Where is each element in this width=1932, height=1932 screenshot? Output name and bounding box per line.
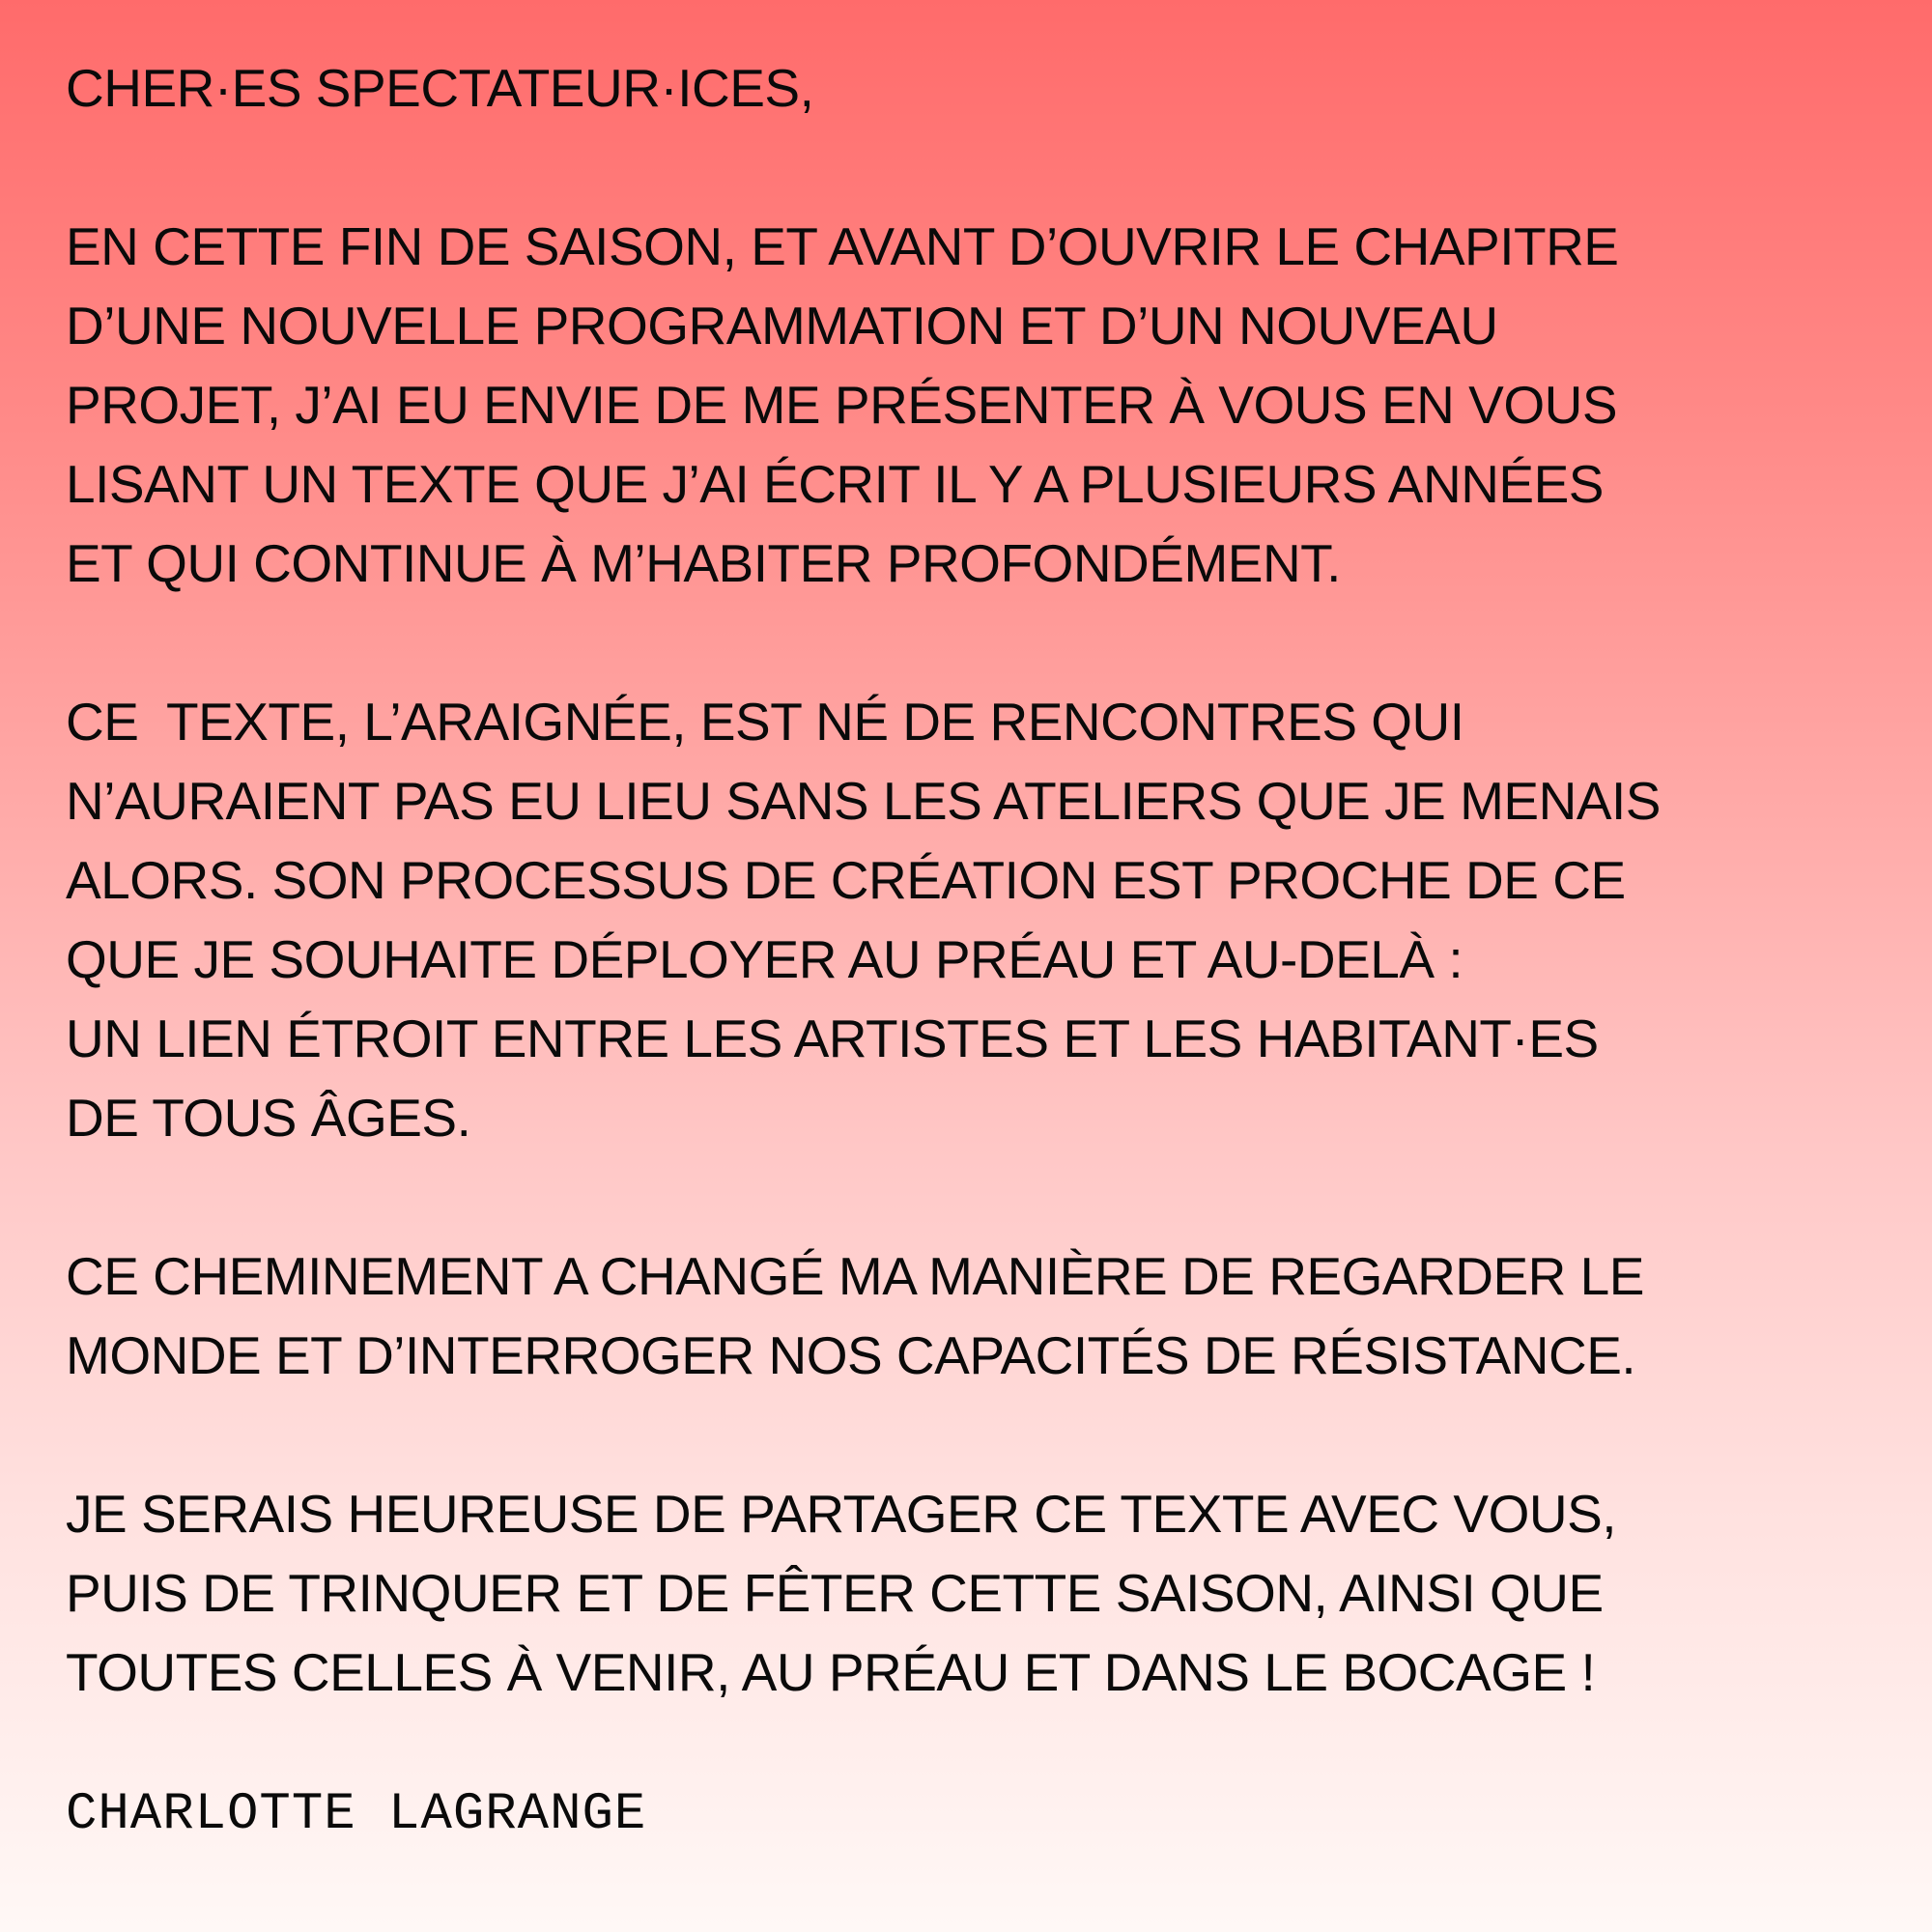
paragraph-line: LISANT UN TEXTE QUE J’AI ÉCRIT IL Y A PLUSIEURS ANNÉES xyxy=(66,454,1604,514)
paragraph-line: UN LIEN ÉTROIT ENTRE LES ARTISTES ET LES HABITANT·ES xyxy=(66,1009,1599,1068)
paragraph-spacer xyxy=(66,1157,1882,1236)
paragraph-line: N’AURAIENT PAS EU LIEU SANS LES ATELIERS QUE JE MENAIS xyxy=(66,771,1661,831)
paragraph-line: CE TEXTE, L’ARAIGNÉE, EST NÉ DE RENCONTRES QUI xyxy=(66,692,1464,752)
paragraph-line: DE TOUS ÂGES. xyxy=(66,1088,471,1148)
paragraph-3 xyxy=(66,1236,1882,1395)
paragraph-4 xyxy=(66,1474,1882,1712)
paragraph-line: ET QUI CONTINUE À M’HABITER PROFONDÉMENT. xyxy=(66,533,1341,593)
paragraph-line: TOUTES CELLES À VENIR, AU PRÉAU ET DANS LE BOCAGE ! xyxy=(66,1642,1596,1702)
letter-body xyxy=(66,48,1882,1712)
paragraph-line: MONDE ET D’INTERROGER NOS CAPACITÉS DE RÉSISTANCE. xyxy=(66,1325,1636,1385)
paragraph-line: PROJET, J’AI EU ENVIE DE ME PRÉSENTER À VOUS EN VOUS xyxy=(66,375,1618,435)
paragraph-line: QUE JE SOUHAITE DÉPLOYER AU PRÉAU ET AU-DELÀ : xyxy=(66,929,1463,989)
signature: CHARLOTTE LAGRANGE xyxy=(66,1785,647,1844)
paragraph-line: D’UNE NOUVELLE PROGRAMMATION ET D’UN NOUVEAU xyxy=(66,296,1498,355)
paragraph-2 xyxy=(66,682,1882,1157)
paragraph-line: JE SERAIS HEUREUSE DE PARTAGER CE TEXTE AVEC VOUS, xyxy=(66,1484,1617,1544)
paragraph-1 xyxy=(66,207,1882,603)
paragraph-spacer xyxy=(66,603,1882,682)
paragraph-line: ALORS. SON PROCESSUS DE CRÉATION EST PROCHE DE CE xyxy=(66,850,1626,910)
paragraph-spacer xyxy=(66,128,1882,207)
paragraph-spacer xyxy=(66,1395,1882,1474)
salutation: CHER·ES SPECTATEUR·ICES, xyxy=(66,58,814,118)
paragraph-line: CE CHEMINEMENT A CHANGÉ MA MANIÈRE DE REGARDER LE xyxy=(66,1246,1644,1306)
paragraph-line: EN CETTE FIN DE SAISON, ET AVANT D’OUVRIR LE CHAPITRE xyxy=(66,216,1619,276)
paragraph-line: PUIS DE TRINQUER ET DE FÊTER CETTE SAISON, AINSI QUE xyxy=(66,1563,1604,1623)
